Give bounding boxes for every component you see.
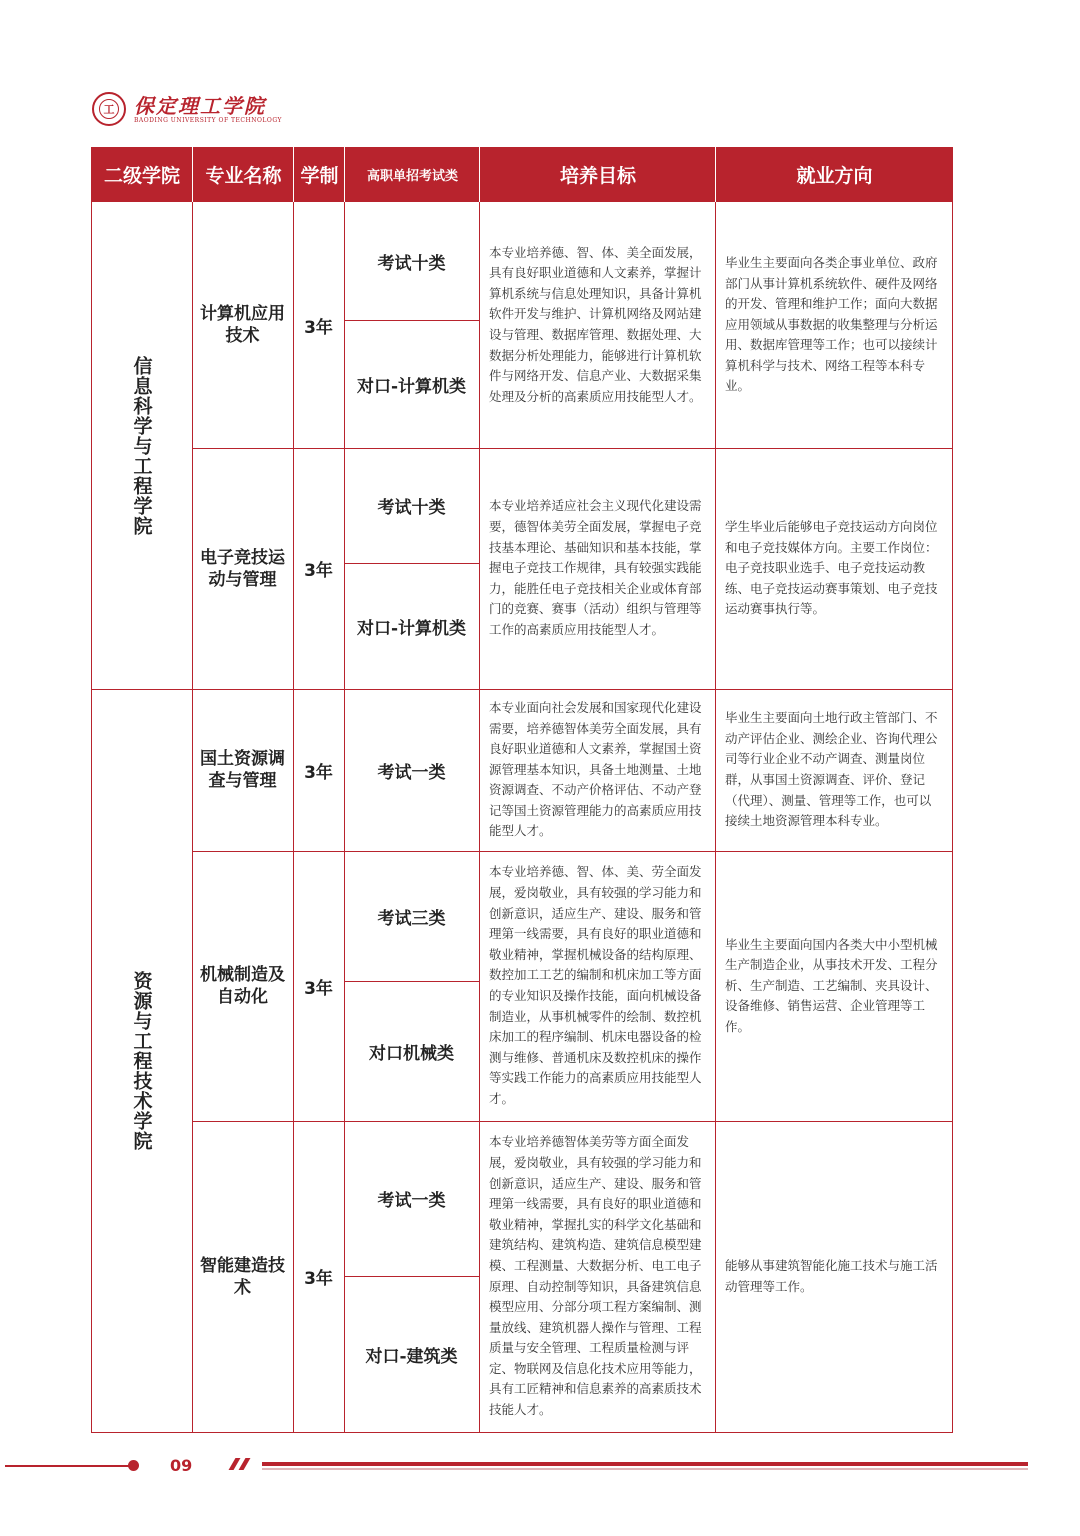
header-college: 二级学院	[91, 147, 193, 202]
exam-category: 对口-计算机类	[356, 376, 467, 397]
major-years: 3年	[304, 978, 333, 999]
major-years: 3年	[304, 317, 333, 338]
employment-direction: 毕业生主要面向各类企事业单位、政府部门从事计算机系统软件、硬件及网络的开发、管理和维护工作；面向大数据应用领域从事数据的收集整理与分析运用、数据库管理等工作；也可以接续计算机科学与技术、网络工程等本科专业。	[725, 254, 938, 394]
footer-slash	[239, 1458, 251, 1470]
college-cell	[91, 689, 192, 1432]
header-exam: 高职单招考试类	[345, 147, 480, 202]
employment-direction: 学生毕业后能够电子竞技运动方向岗位和电子竞技媒体方向。主要工作岗位：电子竞技职业选手、电子竞技运动教练、电子竞技运动赛事策划、电子竞技运动赛事执行等。	[725, 519, 938, 617]
college-name: 信息科学与工程学院	[130, 355, 153, 536]
exam-category: 对口机械类	[369, 1043, 454, 1064]
university-logo	[92, 88, 282, 130]
header-years: 学制	[294, 147, 345, 202]
logo-name-en: BAODING UNIVERSITY OF TECHNOLOGY	[134, 116, 282, 124]
major-name: 国土资源调查与管理	[200, 749, 285, 791]
exam-category: 对口-建筑类	[365, 1346, 458, 1367]
page-number: 09	[170, 1456, 193, 1475]
training-goal: 本专业培养适应社会主义现代化建设需要，德智体美劳全面发展，掌握电子竞技基本理论、基础知识和基本技能，掌握电子竞技工作规律，具有较强实践能力，能胜任电子竞技相关企业或体育部门的竞赛、赛事（活动）组织与管理等工作的高素质应用技能型人才。	[489, 498, 702, 637]
college-cell	[91, 202, 192, 689]
header-goal: 培养目标	[480, 147, 716, 202]
footer-bar	[262, 1462, 1028, 1466]
exam-category: 考试三类	[377, 908, 446, 929]
header-employment: 就业方向	[716, 147, 953, 202]
training-goal: 本专业培养德、智、体、美全面发展，具有良好职业道德和人文素养，掌握计算机系统与信息处理知识，具备计算机软件开发与维护、计算机网络及网站建设与管理、数据库管理、数据处理、大数据分析处理能力，能够进行计算机软件与网络开发、信息产业、大数据采集处理及分析的高素质应用技能型人才。	[489, 244, 702, 404]
training-goal: 本专业面向社会发展和国家现代化建设需要，培养德智体美劳全面发展，具有良好职业道德和人文素养，掌握国土资源管理基本知识，具备土地测量、土地资源调查、不动产价格评估、不动产登记等国土资源管理能力的高素质应用技能型人才。	[489, 699, 702, 839]
employment-direction: 毕业生主要面向国内各类大中小型机械生产制造企业，从事技术开发、工程分析、生产制造、工艺编制、夹具设计、设备维修、销售运营、企业管理等工作。	[725, 936, 938, 1034]
major-years: 3年	[304, 1269, 333, 1289]
major-name: 电子竞技运动与管理	[200, 547, 285, 590]
college-name: 资源与工程技术学院	[130, 970, 153, 1151]
training-goal: 本专业培养德、智、体、美、劳全面发展，爱岗敬业，具有较强的学习能力和创新意识，适应生产、建设、服务和管理第一线需要，具有良好的职业道德和敬业精神，掌握机械设备的结构原理、数控加工工艺的编制和机床加工等方面的专业知识及操作技能，面向机械设备制造业，从事机械零件的绘制、数控机床加工的程序编制、机床电器设备的检测与维修、普通机床及数控机床的操作等实践工作能力的高素质应用技能型人才。	[489, 864, 702, 1106]
employment-direction: 能够从事建筑智能化施工技术与施工活动管理等工作。	[725, 1257, 938, 1294]
major-name: 计算机应用技术	[200, 304, 285, 346]
majors-table	[91, 147, 953, 1433]
exam-category: 考试一类	[377, 1191, 446, 1211]
major-years: 3年	[304, 561, 333, 581]
exam-category: 对口-计算机类	[356, 618, 467, 639]
major-name: 智能建造技术	[200, 1255, 285, 1298]
university-seal-icon: 工	[92, 92, 126, 126]
logo-name-cn: 保定理工学院	[134, 93, 266, 118]
employment-direction: 毕业生主要面向土地行政主管部门、不动产评估企业、测绘企业、咨询代理公司等行业企业不动产调查、测量岗位群，从事国土资源调查、评价、登记（代理）、测量、管理等工作，也可以接续土地资源管理本科专业。	[725, 710, 938, 829]
exam-category: 考试一类	[377, 762, 446, 783]
footer-line	[5, 1465, 133, 1467]
exam-category: 考试十类	[377, 498, 446, 518]
footer-dot	[128, 1460, 139, 1471]
footer-bar-shadow	[262, 1468, 1028, 1470]
major-name: 机械制造及自动化	[200, 965, 285, 1007]
training-goal: 本专业培养德智体美劳等方面全面发展，爱岗敬业，具有较强的学习能力和创新意识，适应生产、建设、服务和管理第一线需要，具有良好的职业道德和敬业精神，掌握扎实的科学文化基础和建筑结构、建筑构造、建筑信息模型建模、工程测量、大数据分析、电工电子原理、自动控制等知识，具备建筑信息模型应用、分部分项工程方案编制、测量放线、建筑机器人操作与管理、工程质量与安全管理、工程质量检测与评定、物联网及信息化技术应用等能力，具有工匠精神和信息素养的高素质技术技能人才。	[489, 1134, 702, 1418]
major-years: 3年	[304, 762, 333, 783]
exam-category: 考试十类	[377, 253, 446, 274]
header-major: 专业名称	[193, 147, 294, 202]
